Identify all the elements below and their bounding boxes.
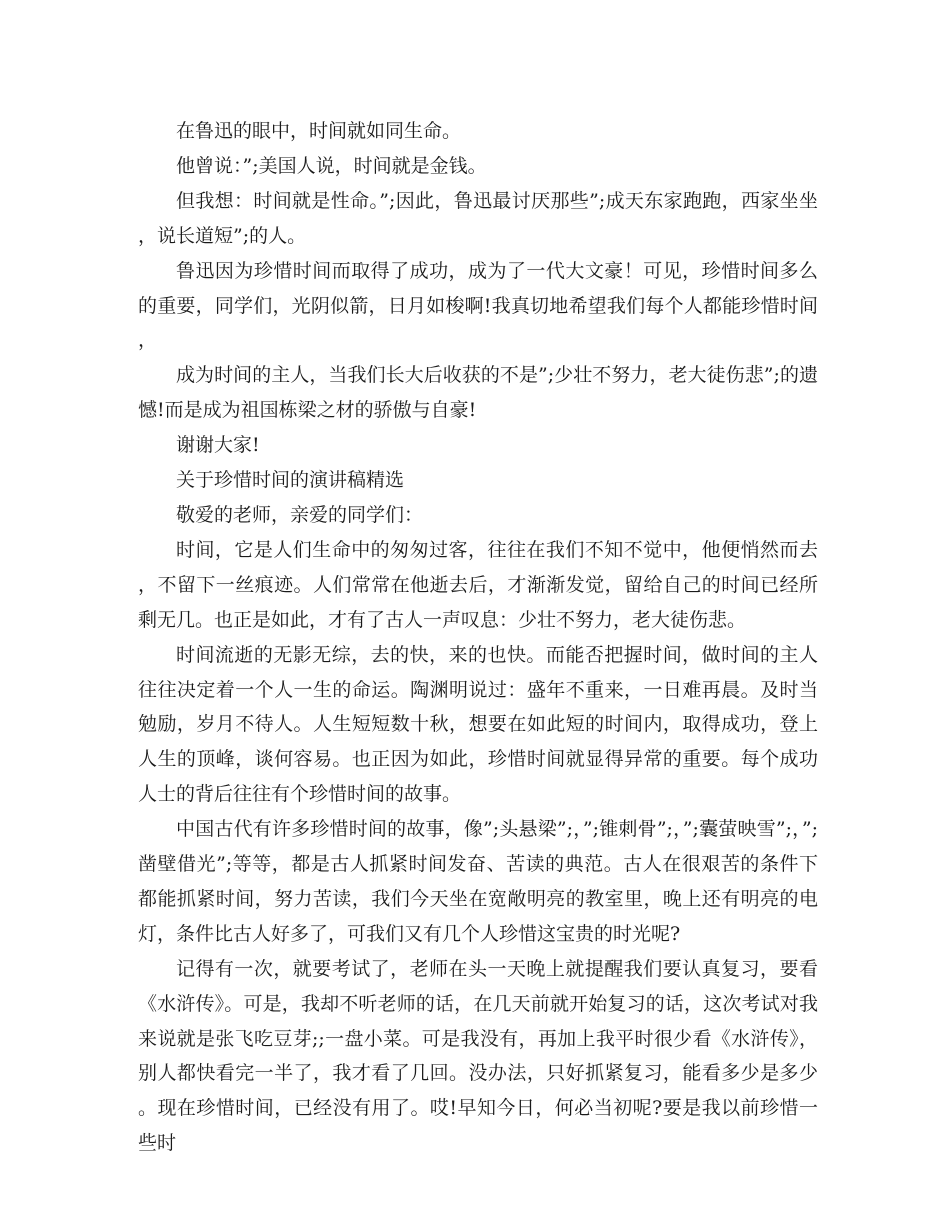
paragraph: 时间，它是人们生命中的匆匆过客，往往在我们不知不觉中，他便悄然而去，不留下一丝痕迹。人们常常在他逝去后，才渐渐发觉，留给自己的时间已经所剩无几。也正是如此，才有了古人一声叹息：少壮不努力，老大徒伤悲。	[138, 538, 818, 631]
paragraph: 中国古代有许多珍惜时间的故事，像”;头悬梁”;，”;锥刺骨”;，”;囊萤映雪”;，”;凿壁借光”;等等，都是古人抓紧时间发奋、苦读的典范。古人在很艰苦的条件下都能抓紧时间，努力苦读，我们今天坐在宽敞明亮的教室里，晚上还有明亮的电灯，条件比古人好多了，可我们又有几个人珍惜这宝贵的时光呢?	[138, 818, 818, 945]
speech-title: 关于珍惜时间的演讲稿精选	[176, 469, 405, 492]
paragraph: 在鲁迅的眼中，时间就如同生命。	[176, 120, 462, 142]
closing-line: 谢谢大家!	[176, 434, 260, 457]
salutation: 敬爱的老师，亲爱的同学们：	[176, 503, 424, 526]
paragraph: 他曾说：”;美国人说，时间就是金钱。	[176, 154, 487, 177]
paragraph: 成为时间的主人，当我们长大后收获的不是”;少壮不努力，老大徒伤悲”;的遗憾!而是成为祖国栋梁之材的骄傲与自豪!	[138, 364, 818, 422]
document-body	[138, 114, 818, 1161]
paragraph: 记得有一次，就要考试了，老师在头一天晚上就提醒我们要认真复习，要看《水浒传》。可是，我却不听老师的话，在几天前就开始复习的话，这次考试对我来说就是张飞吃豆芽;;一盘小菜。可是我没有，再加上我平时很少看《水浒传》，别人都快看完一半了，我才看了几回。没办法，只好抓紧复习，能看多少是多少。现在珍惜时间，已经没有用了。哎!早知今日，何必当初呢?要是我以前珍惜一些时	[138, 957, 818, 1155]
paragraph: 鲁迅因为珍惜时间而取得了成功，成为了一代大文豪！可见，珍惜时间多么的重要，同学们，光阴似箭，日月如梭啊!我真切地希望我们每个人都能珍惜时间，	[138, 259, 818, 352]
paragraph: 时间流逝的无影无综，去的快，来的也快。而能否把握时间，做时间的主人往往决定着一个人一生的命运。陶渊明说过：盛年不重来，一日难再晨。及时当勉励，岁月不待人。人生短短数十秋，想要在如此短的时间内，取得成功，登上人生的顶峰，谈何容易。也正因为如此，珍惜时间就显得异常的重要。每个成功人士的背后往往有个珍惜时间的故事。	[138, 643, 818, 806]
paragraph: 但我想：时间就是性命。”;因此，鲁迅最讨厌那些”;成天东家跑跑，西家坐坐，说长道短”;的人。	[138, 189, 818, 247]
